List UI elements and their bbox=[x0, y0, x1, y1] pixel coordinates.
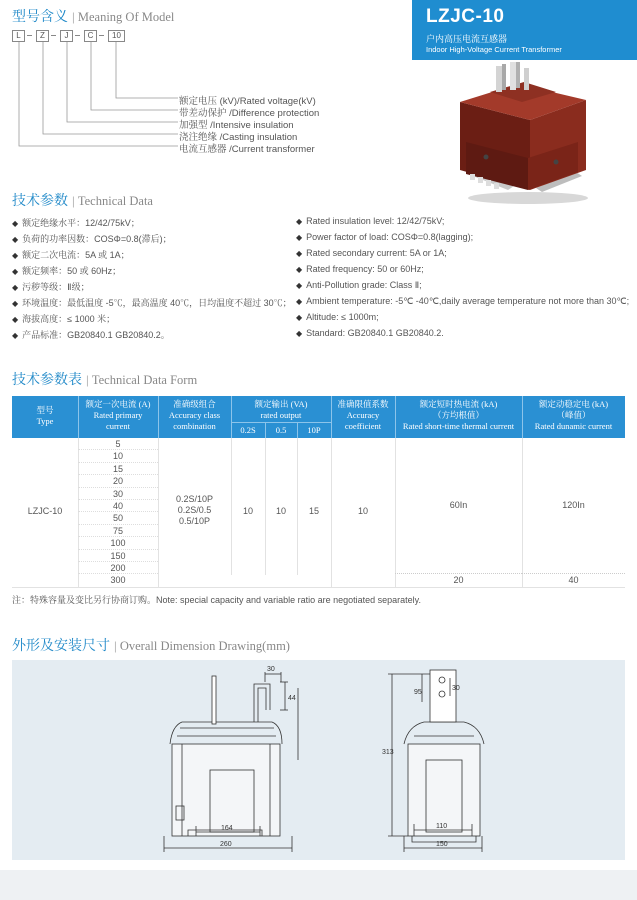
th-accuracy-class: 准确级组合 Accuracy class combination bbox=[168, 399, 221, 431]
drawing-title: 外形及安装尺寸 | Overall Dimension Drawing(mm) bbox=[12, 638, 290, 654]
param-left-2: ◆ 负荷的功率因数：COSΦ=0.8(滞后)； bbox=[12, 234, 172, 244]
th-output-05: 0.5 bbox=[275, 425, 287, 435]
meaning-rated-voltage: 额定电压 (kV)/Rated voltage(kV) bbox=[179, 96, 316, 107]
product-subtitle-en: Indoor High-Voltage Current Transformer bbox=[426, 45, 562, 54]
param-right-8: ◆ Standard: GB20840.1 GB20840.2. bbox=[296, 328, 444, 338]
th-output-10p: 10P bbox=[307, 425, 321, 435]
dim-164: 164 bbox=[221, 825, 233, 832]
meaning-difference-protection: 带差动保护 /Difference protection bbox=[179, 108, 320, 119]
th-thermal-current: 额定短时热电流 (kA) （方均根值） Rated short-time thermal current bbox=[402, 399, 515, 431]
td-current-10: 150 bbox=[78, 550, 158, 562]
th-accuracy-coefficient: 准确限值系数 Accuracy coefficient bbox=[337, 399, 389, 431]
dim-30-side: 30 bbox=[452, 685, 460, 692]
param-left-7: ◆ 海拔高度：≤ 1000 米； bbox=[12, 314, 116, 324]
td-current-12: 300 bbox=[110, 575, 126, 586]
product-photo bbox=[448, 62, 598, 207]
td-current-2: 10 bbox=[78, 450, 158, 462]
td-accuracy-class: 0.2S/10P 0.2S/0.5 0.5/10P bbox=[175, 494, 214, 526]
td-current-7: 50 bbox=[78, 512, 158, 524]
td-thermal-current-300: 20 bbox=[453, 575, 464, 585]
code-letter-c: C bbox=[84, 30, 97, 42]
param-right-4: ◆ Rated frequency: 50 or 60Hz; bbox=[296, 264, 424, 274]
param-right-1: ◆ Rated insulation level: 12/42/75kV; bbox=[296, 216, 445, 226]
th-primary-current: 额定一次电流 (A) Rated primary current bbox=[85, 399, 151, 431]
code-letter-j: J bbox=[60, 30, 73, 42]
td-type: LZJC-10 bbox=[27, 506, 63, 516]
dim-95: 95 bbox=[414, 689, 422, 696]
dim-110: 110 bbox=[436, 823, 448, 830]
dim-313: 313 bbox=[382, 749, 394, 756]
param-left-5: ◆ 污秽等级：Ⅱ级； bbox=[12, 282, 90, 292]
param-right-2: ◆ Power factor of load: COSΦ=0.8(lagging); bbox=[296, 232, 474, 242]
param-right-7: ◆ Altitude: ≤ 1000m; bbox=[296, 312, 379, 322]
code-letter-10: 10 bbox=[108, 30, 125, 42]
table-header bbox=[12, 396, 625, 438]
code-letter-z: Z bbox=[36, 30, 49, 42]
td-output-02s: 10 bbox=[242, 506, 253, 516]
td-current-8: 75 bbox=[78, 525, 158, 537]
model-meaning-title: 型号含义 | Meaning Of Model bbox=[12, 9, 175, 25]
th-output-02s: 0.2S bbox=[240, 425, 256, 435]
td-current-1: 5 bbox=[78, 438, 158, 450]
product-banner bbox=[412, 0, 637, 60]
th-dynamic-current: 额定动稳定电 (kA) （峰值） Rated dunamic current bbox=[534, 399, 613, 431]
meaning-casting-insulation: 浇注绝缘 /Casting insulation bbox=[179, 132, 298, 143]
td-current-4: 20 bbox=[78, 475, 158, 487]
dim-150: 150 bbox=[436, 841, 448, 848]
table-note: 注：特殊容量及变比另行协商订购。Note: special capacity and variable ratio are negotiated separately. bbox=[12, 595, 421, 605]
td-current-5: 30 bbox=[78, 488, 158, 500]
td-accuracy-coefficient: 10 bbox=[357, 506, 368, 516]
product-subtitle-cn: 户内高压电流互感器 bbox=[426, 35, 508, 45]
td-current-3: 15 bbox=[78, 463, 158, 475]
param-right-3: ◆ Rated secondary current: 5A or 1A; bbox=[296, 248, 447, 258]
param-left-3: ◆ 额定二次电流：5A 或 1A； bbox=[12, 250, 130, 260]
th-type: 型号 Type bbox=[36, 405, 54, 426]
dimension-drawing bbox=[12, 660, 625, 860]
param-right-6: ◆ Ambient temperature: -5℃ -40℃,daily average temperature not more than 30℃; bbox=[296, 296, 630, 306]
param-left-6: ◆ 环境温度：最低温度 -5℃，最高温度 40℃，日均温度不超过 30℃； bbox=[12, 298, 292, 308]
model-code-leader-lines bbox=[0, 42, 180, 154]
td-thermal-current: 60In bbox=[449, 500, 468, 510]
td-dynamic-current-300: 40 bbox=[568, 575, 579, 585]
td-output-10p: 15 bbox=[308, 506, 319, 516]
td-current-6: 40 bbox=[78, 500, 158, 512]
param-left-1: ◆ 额定绝缘水平：12/42/75kV； bbox=[12, 218, 140, 228]
td-current-11: 200 bbox=[78, 562, 158, 574]
dim-260: 260 bbox=[220, 841, 232, 848]
tech-data-title: 技术参数 | Technical Data bbox=[12, 193, 153, 209]
td-current-9: 100 bbox=[78, 537, 158, 549]
param-right-5: ◆ Anti-Pollution grade: Class Ⅱ; bbox=[296, 280, 422, 290]
param-left-8: ◆ 产品标准：GB20840.1 GB20840.2。 bbox=[12, 330, 170, 340]
dim-30-top: 30 bbox=[267, 666, 275, 673]
th-rated-output: 额定输出 (VA) rated output bbox=[254, 399, 308, 420]
code-letter-l: L bbox=[12, 30, 25, 42]
td-output-05: 10 bbox=[275, 506, 286, 516]
product-model: LZJC-10 bbox=[426, 6, 505, 27]
dim-44: 44 bbox=[288, 695, 296, 702]
meaning-intensive-insulation: 加强型 /Intensive insulation bbox=[179, 120, 294, 131]
dimension-drawing-svg bbox=[12, 660, 625, 860]
param-left-4: ◆ 额定频率：50 或 60Hz； bbox=[12, 266, 122, 276]
tech-table-title: 技术参数表 | Technical Data Form bbox=[12, 372, 198, 388]
meaning-current-transformer: 电流互感器 /Current transformer bbox=[179, 144, 315, 155]
page-footer bbox=[0, 870, 637, 900]
td-dynamic-current: 120In bbox=[562, 500, 585, 510]
